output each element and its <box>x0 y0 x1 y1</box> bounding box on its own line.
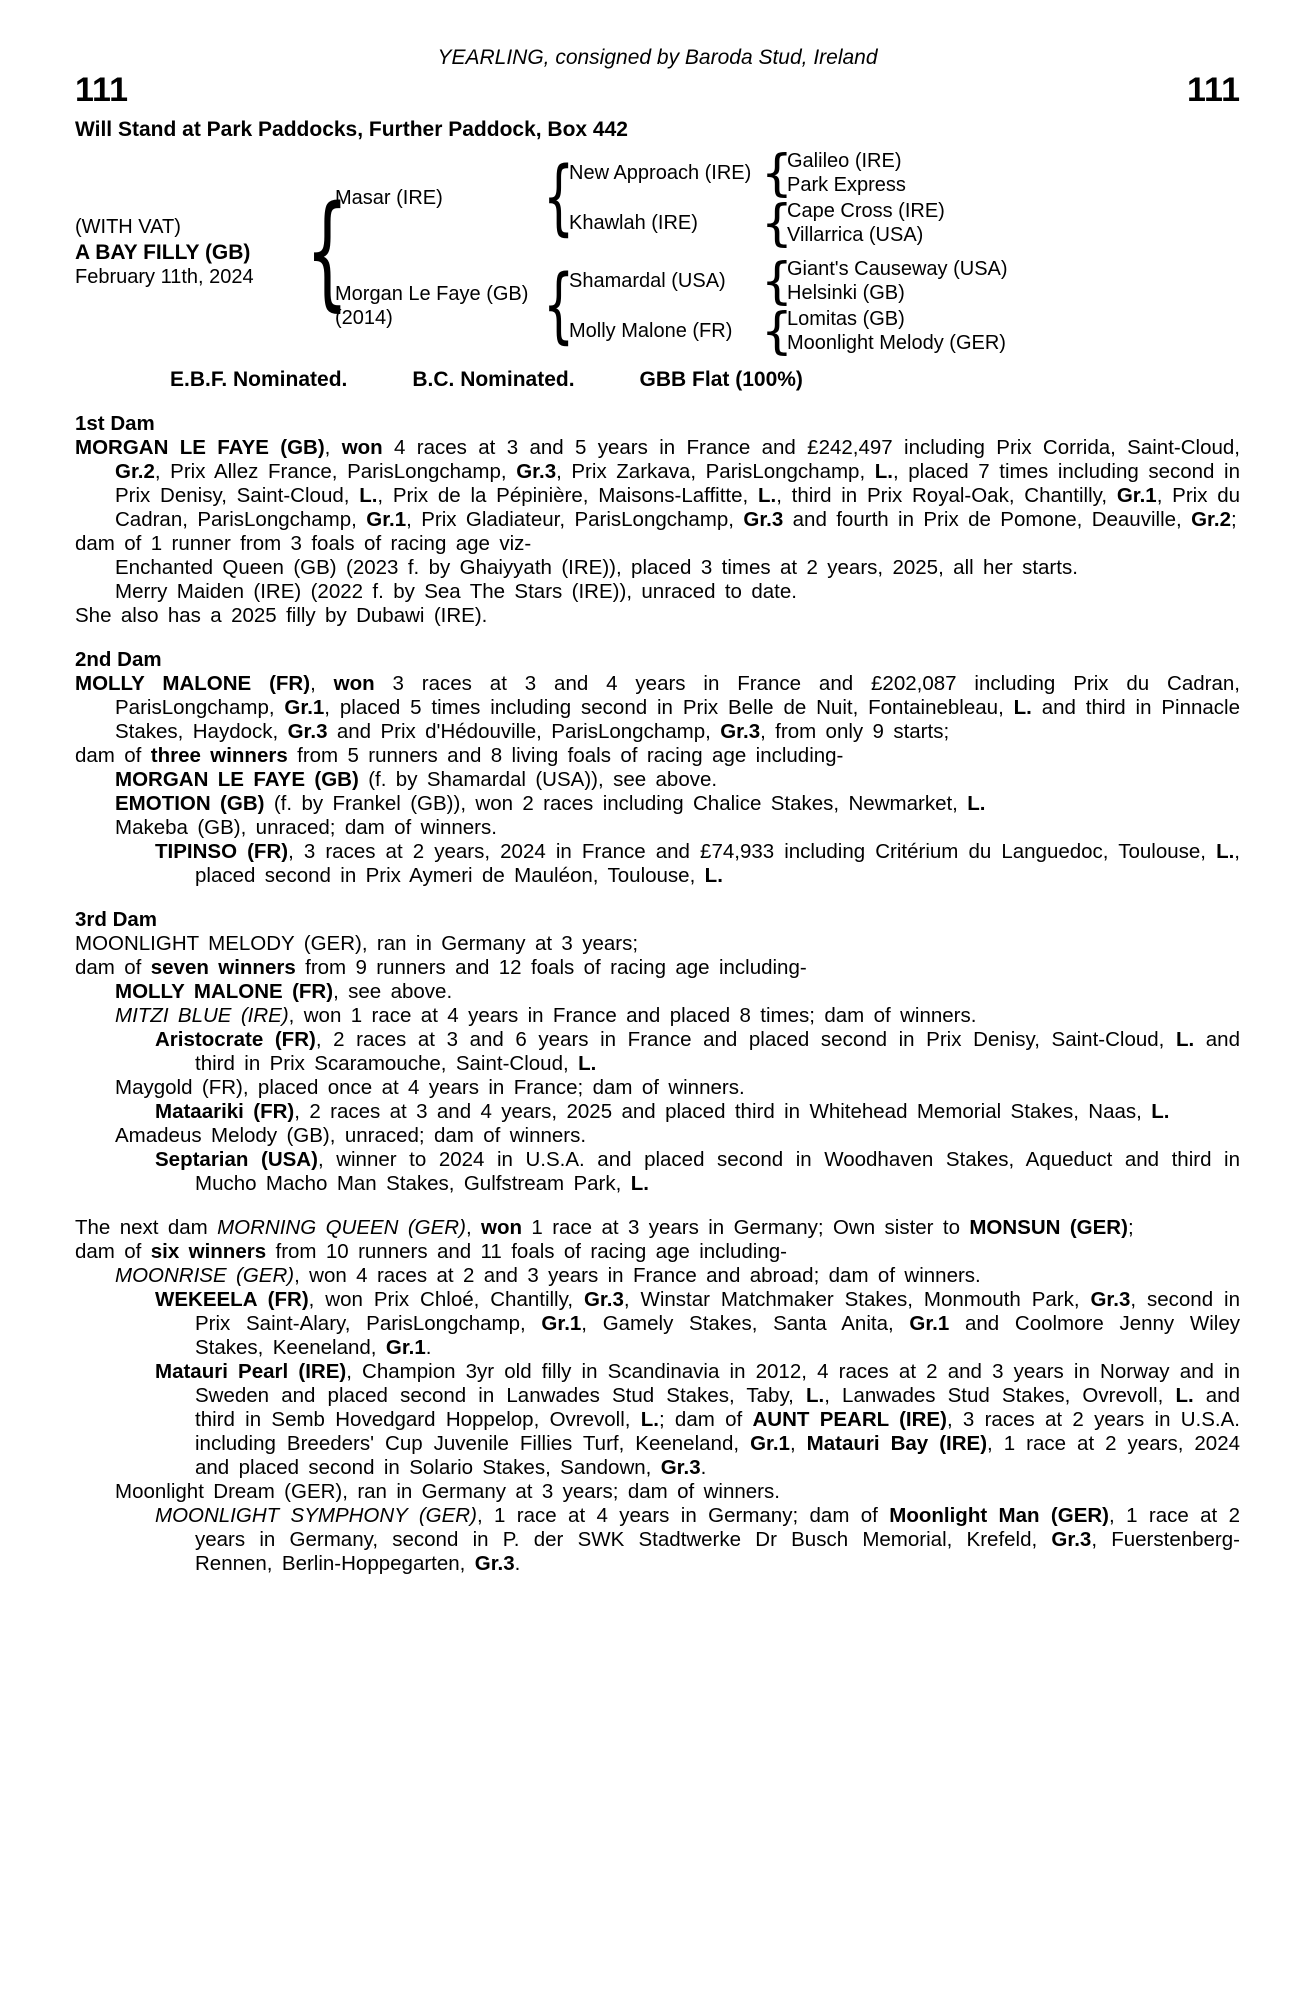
text-segment: , Prix du Cadran, ParisLongchamp, <box>115 484 1240 531</box>
text-segment: MOLLY MALONE (FR) <box>115 980 334 1003</box>
bc-nominated: B.C. Nominated. <box>412 368 575 391</box>
text-segment: Gr.2 <box>1191 508 1231 531</box>
dam-sire-parents <box>787 257 1008 305</box>
text-segment: MORGAN LE FAYE (GB) <box>115 768 359 791</box>
text-segment: Gr.3 <box>287 720 328 743</box>
text-segment: Gr.3 <box>743 508 784 531</box>
catalogue-paragraph <box>75 1240 1240 1264</box>
stand-location: Will Stand at Park Paddocks, Further Paddock, Box 442 <box>75 118 628 141</box>
text-segment: Gr.3 <box>516 460 557 483</box>
text-segment: AUNT PEARL (IRE) <box>752 1408 947 1431</box>
text-segment: MOONLIGHT MELODY (GER), ran in Germany at 3 years; <box>75 932 639 955</box>
text-segment: 4 races at 3 and 5 years in France and £242,497 including Prix Corrida, Saint-Cloud, <box>382 436 1240 459</box>
text-segment: MORGAN LE FAYE (GB) <box>75 436 325 459</box>
section-heading: 2nd Dam <box>75 648 162 671</box>
dam-branch <box>335 252 1008 360</box>
text-segment: Gr.3 <box>720 720 761 743</box>
text-segment: and third in Semb Hovedgard Hoppelop, Ovrevoll, <box>195 1384 1240 1431</box>
text-segment: , won 1 race at 4 years in France and placed 8 times; dam of winners. <box>288 1004 977 1027</box>
text-segment: Matauri Pearl (IRE) <box>155 1360 347 1383</box>
text-segment: , third in Prix Royal-Oak, Chantilly, <box>776 484 1117 507</box>
text-segment: MITZI BLUE (IRE) <box>115 1004 289 1027</box>
text-segment: Gr.3 <box>474 1552 515 1575</box>
catalogue-paragraph <box>75 980 1240 1004</box>
catalogue-paragraph <box>75 744 1240 768</box>
catalogue-paragraph <box>75 1100 1240 1124</box>
text-segment: (f. by Frankel (GB)), won 2 races including Chalice Stakes, Newmarket, <box>264 792 968 815</box>
text-segment: Gr.1 <box>366 508 407 531</box>
text-segment: ; <box>1127 1216 1134 1239</box>
dam-section <box>75 1216 1240 1576</box>
text-segment: and third in Prix Scaramouche, Saint-Cloud, <box>195 1028 1240 1075</box>
text-segment: dam of <box>75 1240 151 1263</box>
pedigree-gen-column <box>335 144 1008 360</box>
text-segment: , placed 5 times including second in Prix Belle de Nuit, Fontainebleau, <box>324 696 1014 719</box>
text-segment: She also has a 2025 filly by Dubawi (IRE). <box>75 604 488 627</box>
text-segment: Gr.2 <box>115 460 155 483</box>
nominations-row <box>75 368 1240 392</box>
pedigree-brace-sire-dam: { <box>761 194 793 252</box>
text-segment: Gr.3 <box>1051 1528 1092 1551</box>
text-segment: L. <box>1175 1384 1194 1407</box>
catalogue-paragraph <box>75 532 1240 556</box>
text-segment: three winners <box>150 744 288 767</box>
catalogue-paragraph <box>75 768 1240 792</box>
text-segment: TIPINSO (FR) <box>155 840 289 863</box>
text-segment: . <box>700 1456 707 1479</box>
dam-section <box>75 412 1240 628</box>
dam-sire-sire-name: Giant's Causeway (USA) <box>787 258 1008 280</box>
dam-sire-dam-name: Helsinki (GB) <box>787 282 905 304</box>
text-segment: 1 race at 3 years in Germany; Own sister to <box>522 1216 970 1239</box>
dam-dam-sire-name: Lomitas (GB) <box>787 308 905 330</box>
sire-dam-parents <box>787 199 945 247</box>
catalogue-paragraph <box>75 1148 1240 1196</box>
text-segment: dam of 1 runner from 3 foals of racing age viz- <box>75 532 532 555</box>
text-segment: seven winners <box>150 956 296 979</box>
catalogue-paragraph <box>75 1264 1240 1288</box>
lot-number-right: 111 <box>1187 71 1240 109</box>
text-segment: Gr.3 <box>660 1456 701 1479</box>
text-segment: Gr.1 <box>909 1312 950 1335</box>
text-segment: , <box>789 1432 807 1455</box>
text-segment: , 3 races at 2 years, 2024 in France and £74,933 including Critérium du Languedoc, Toulouse, <box>288 840 1217 863</box>
text-segment: 3 races at 3 and 4 years in France and £202,087 including Prix du Cadran, ParisLongchamp, <box>115 672 1240 719</box>
text-segment: Gr.3 <box>1090 1288 1131 1311</box>
vat-status: (WITH VAT) <box>75 215 181 238</box>
text-segment: , 3 races at 2 years in U.S.A. including Breeders' Cup Juvenile Fillies Turf, Keeneland, <box>195 1408 1240 1455</box>
text-segment: L. <box>359 484 378 507</box>
text-segment: and Prix d'Hédouville, ParisLongchamp, <box>327 720 721 743</box>
pedigree-brace-gen1: { <box>305 180 349 324</box>
sire-dam-dam-name: Villarrica (USA) <box>787 224 924 246</box>
text-segment: Moonlight Man (GER) <box>889 1504 1110 1527</box>
text-segment: Makeba (GB), unraced; dam of winners. <box>115 816 497 839</box>
text-segment: , Lanwades Stud Stakes, Ovrevoll, <box>824 1384 1176 1407</box>
text-segment: , see above. <box>333 980 453 1003</box>
text-segment: , 1 race at 4 years in Germany; dam of <box>476 1504 890 1527</box>
catalogue-paragraph <box>75 1028 1240 1076</box>
catalogue-paragraph <box>75 1076 1240 1100</box>
text-segment: from 9 runners and 12 foals of racing age including- <box>295 956 807 979</box>
dam-name-block <box>335 282 535 330</box>
text-segment: WEKEELA (FR) <box>155 1288 309 1311</box>
sire-name: Masar (IRE) <box>335 187 443 209</box>
pedigree-brace-dam-sire: { <box>761 252 793 310</box>
text-segment: Gr.1 <box>385 1336 426 1359</box>
text-segment: L. <box>874 460 893 483</box>
catalogue-paragraph <box>75 1360 1240 1480</box>
sire-dam-name: Khawlah (IRE) <box>569 212 698 234</box>
catalogue-paragraph <box>75 672 1240 744</box>
dam-year: (2014) <box>335 307 393 329</box>
gbb-flat: GBB Flat (100%) <box>639 368 803 391</box>
text-segment: MOLLY MALONE (FR) <box>75 672 311 695</box>
text-segment: MORNING QUEEN (GER) <box>217 1216 466 1239</box>
sire-sire-branch <box>569 144 945 202</box>
text-segment: ; <box>1231 508 1237 531</box>
text-segment: L. <box>967 792 986 815</box>
text-segment: , <box>465 1216 482 1239</box>
text-segment: Gr.1 <box>1116 484 1157 507</box>
text-segment: , Winstar Matchmaker Stakes, Monmouth Park, <box>623 1288 1091 1311</box>
text-segment: won <box>341 436 383 459</box>
text-segment: , Fuerstenberg-Rennen, Berlin-Hoppegarten, <box>195 1528 1240 1575</box>
text-segment: L. <box>1216 840 1235 863</box>
text-segment: , Prix Allez France, ParisLongchamp, <box>154 460 517 483</box>
catalogue-paragraph <box>75 556 1240 580</box>
sire-dam-sire-name: Cape Cross (IRE) <box>787 200 945 222</box>
text-segment: EMOTION (GB) <box>115 792 265 815</box>
text-segment: , Gamely Stakes, Santa Anita, <box>581 1312 910 1335</box>
text-segment: from 5 runners and 8 living foals of racing age including- <box>287 744 844 767</box>
consignor-line: YEARLING, consigned by Baroda Stud, Ireland <box>437 46 878 69</box>
horse-details <box>75 215 297 290</box>
text-segment: L. <box>1151 1100 1170 1123</box>
text-segment: MONSUN (GER) <box>969 1216 1128 1239</box>
text-segment: , from only 9 starts; <box>760 720 950 743</box>
text-segment: , winner to 2024 in U.S.A. and placed second in Woodhaven Stakes, Aqueduct and third in Mucho Macho Man Stakes, Gulfstream Park, <box>195 1148 1241 1195</box>
text-segment: Mataariki (FR) <box>155 1100 295 1123</box>
text-segment: six winners <box>150 1240 267 1263</box>
text-segment: , won Prix Chloé, Chantilly, <box>308 1288 584 1311</box>
text-segment: and Coolmore Jenny Wiley Stakes, Keeneland, <box>195 1312 1240 1359</box>
text-segment: , 1 race at 2 years, 2024 and placed second in Solario Stakes, Sandown, <box>195 1432 1241 1479</box>
text-segment: , <box>310 672 334 695</box>
text-segment: Gr.1 <box>750 1432 790 1455</box>
text-segment: , won 4 races at 2 and 3 years in France and abroad; dam of winners. <box>294 1264 981 1287</box>
text-segment: L. <box>630 1172 649 1195</box>
lot-number-row <box>75 72 1240 108</box>
catalogue-paragraph <box>75 1504 1240 1576</box>
catalogue-paragraph <box>75 816 1240 840</box>
text-segment: MOONRISE (GER) <box>115 1264 295 1287</box>
catalogue-paragraph <box>75 604 1240 628</box>
catalogue-paragraph <box>75 932 1240 956</box>
text-segment: The next dam <box>75 1216 218 1239</box>
text-segment: Gr.1 <box>284 696 325 719</box>
text-segment: won <box>333 672 375 695</box>
text-segment: from 10 runners and 11 foals of racing age including- <box>266 1240 787 1263</box>
text-segment: dam of <box>75 956 151 979</box>
text-segment: L. <box>578 1052 597 1075</box>
text-segment: , Prix de la Pépinière, Maisons-Laffitte, <box>377 484 758 507</box>
text-segment: MOONLIGHT SYMPHONY (GER) <box>155 1504 477 1527</box>
text-segment: Septarian (USA) <box>155 1148 318 1171</box>
text-segment: L. <box>1175 1028 1195 1051</box>
text-segment: Moonlight Dream (GER), ran in Germany at 3 years; dam of winners. <box>115 1480 780 1503</box>
section-heading: 3rd Dam <box>75 908 158 931</box>
text-segment: , 2 races at 3 and 6 years in France and placed second in Prix Denisy, Saint-Cloud, <box>315 1028 1176 1051</box>
catalogue-paragraph <box>75 1480 1240 1504</box>
text-segment: won <box>481 1216 523 1239</box>
catalogue-paragraph <box>75 1124 1240 1148</box>
pedigree-table <box>75 144 1240 360</box>
pedigree-brace-sire-sire: { <box>761 144 793 202</box>
text-segment: Enchanted Queen (GB) (2023 f. by Ghaiyyath (IRE)), placed 3 times at 2 years, 2025, all her starts. <box>115 556 1078 579</box>
text-segment: and third in Pinnacle Stakes, Haydock, <box>115 696 1240 743</box>
text-segment: Maygold (FR), placed once at 4 years in France; dam of winners. <box>115 1076 745 1099</box>
text-segment: (f. by Shamardal (USA)), see above. <box>358 768 718 791</box>
pedigree-text <box>75 412 1240 1576</box>
foal-date: February 11th, 2024 <box>75 265 254 288</box>
text-segment: dam of <box>75 744 151 767</box>
text-segment: , second in Prix Saint-Alary, ParisLongchamp, <box>195 1288 1240 1335</box>
text-segment: ; dam of <box>658 1408 753 1431</box>
text-segment: L. <box>704 864 723 887</box>
sire-sire-parents <box>787 149 906 197</box>
catalogue-paragraph <box>75 1216 1240 1240</box>
dam-section <box>75 908 1240 1196</box>
catalogue-paragraph <box>75 792 1240 816</box>
text-segment: , 1 race at 2 years in Germany, second in P. der SWK Stadtwerke Dr Busch Memorial, Krefeld, <box>195 1504 1241 1551</box>
horse-name: A BAY FILLY (GB) <box>75 240 251 264</box>
text-segment: , placed second in Prix Aymeri de Mauléon, Toulouse, <box>195 840 1240 887</box>
dam-sire-branch <box>569 252 1008 310</box>
dam-dam-dam-name: Moonlight Melody (GER) <box>787 332 1006 354</box>
text-segment: L. <box>806 1384 825 1407</box>
dam-name: Morgan Le Faye (GB) <box>335 283 529 305</box>
dam-dam-parents <box>787 307 1006 355</box>
pedigree-brace-dam: { <box>543 258 575 353</box>
catalogue-paragraph <box>75 1004 1240 1028</box>
sire-branch <box>335 144 1008 252</box>
text-segment: , Champion 3yr old filly in Scandinavia in 2012, 4 races at 2 and 3 years in Norway and in Sweden and placed second in Lanwades Stud Stakes, Taby, <box>195 1360 1241 1407</box>
text-segment: Amadeus Melody (GB), unraced; dam of winners. <box>115 1124 587 1147</box>
dam-section <box>75 648 1240 888</box>
dam-dam-name: Molly Malone (FR) <box>569 320 733 342</box>
text-segment: . <box>514 1552 521 1575</box>
section-heading: 1st Dam <box>75 412 155 435</box>
text-segment: Gr.3 <box>583 1288 624 1311</box>
ebf-nominated: E.B.F. Nominated. <box>170 368 348 391</box>
dam-dam-branch <box>569 302 1008 360</box>
sire-sire-sire-name: Galileo (IRE) <box>787 150 902 172</box>
text-segment: , <box>324 436 342 459</box>
catalogue-paragraph <box>75 1288 1240 1360</box>
text-segment: Gr.1 <box>541 1312 582 1335</box>
text-segment: , placed 7 times including second in Prix Denisy, Saint-Cloud, <box>115 460 1241 507</box>
text-segment: , Prix Zarkava, ParisLongchamp, <box>556 460 875 483</box>
text-segment: , Prix Gladiateur, ParisLongchamp, <box>406 508 744 531</box>
text-segment: Matauri Bay (IRE) <box>806 1432 988 1455</box>
pedigree-brace-dam-dam: { <box>761 302 793 360</box>
text-segment: L. <box>757 484 777 507</box>
sire-dam-branch <box>569 194 945 252</box>
lot-number-left: 111 <box>75 71 128 109</box>
sire-sire-dam-name: Park Express <box>787 174 906 196</box>
text-segment: Aristocrate (FR) <box>155 1028 316 1051</box>
text-segment: , 2 races at 3 and 4 years, 2025 and placed third in Whitehead Memorial Stakes, Naas, <box>294 1100 1152 1123</box>
catalogue-paragraph <box>75 580 1240 604</box>
sire-sire-name: New Approach (IRE) <box>569 162 752 184</box>
text-segment: Merry Maiden (IRE) (2022 f. by Sea The Stars (IRE)), unraced to date. <box>115 580 797 603</box>
text-segment: and fourth in Prix de Pomone, Deauville, <box>783 508 1192 531</box>
text-segment: . <box>425 1336 432 1359</box>
catalogue-paragraph <box>75 840 1240 888</box>
pedigree-brace-sire: { <box>543 150 575 245</box>
catalogue-paragraph <box>75 436 1240 532</box>
dam-sire-name: Shamardal (USA) <box>569 270 726 292</box>
catalogue-paragraph <box>75 956 1240 980</box>
text-segment: L. <box>1013 696 1032 719</box>
text-segment: L. <box>640 1408 659 1431</box>
